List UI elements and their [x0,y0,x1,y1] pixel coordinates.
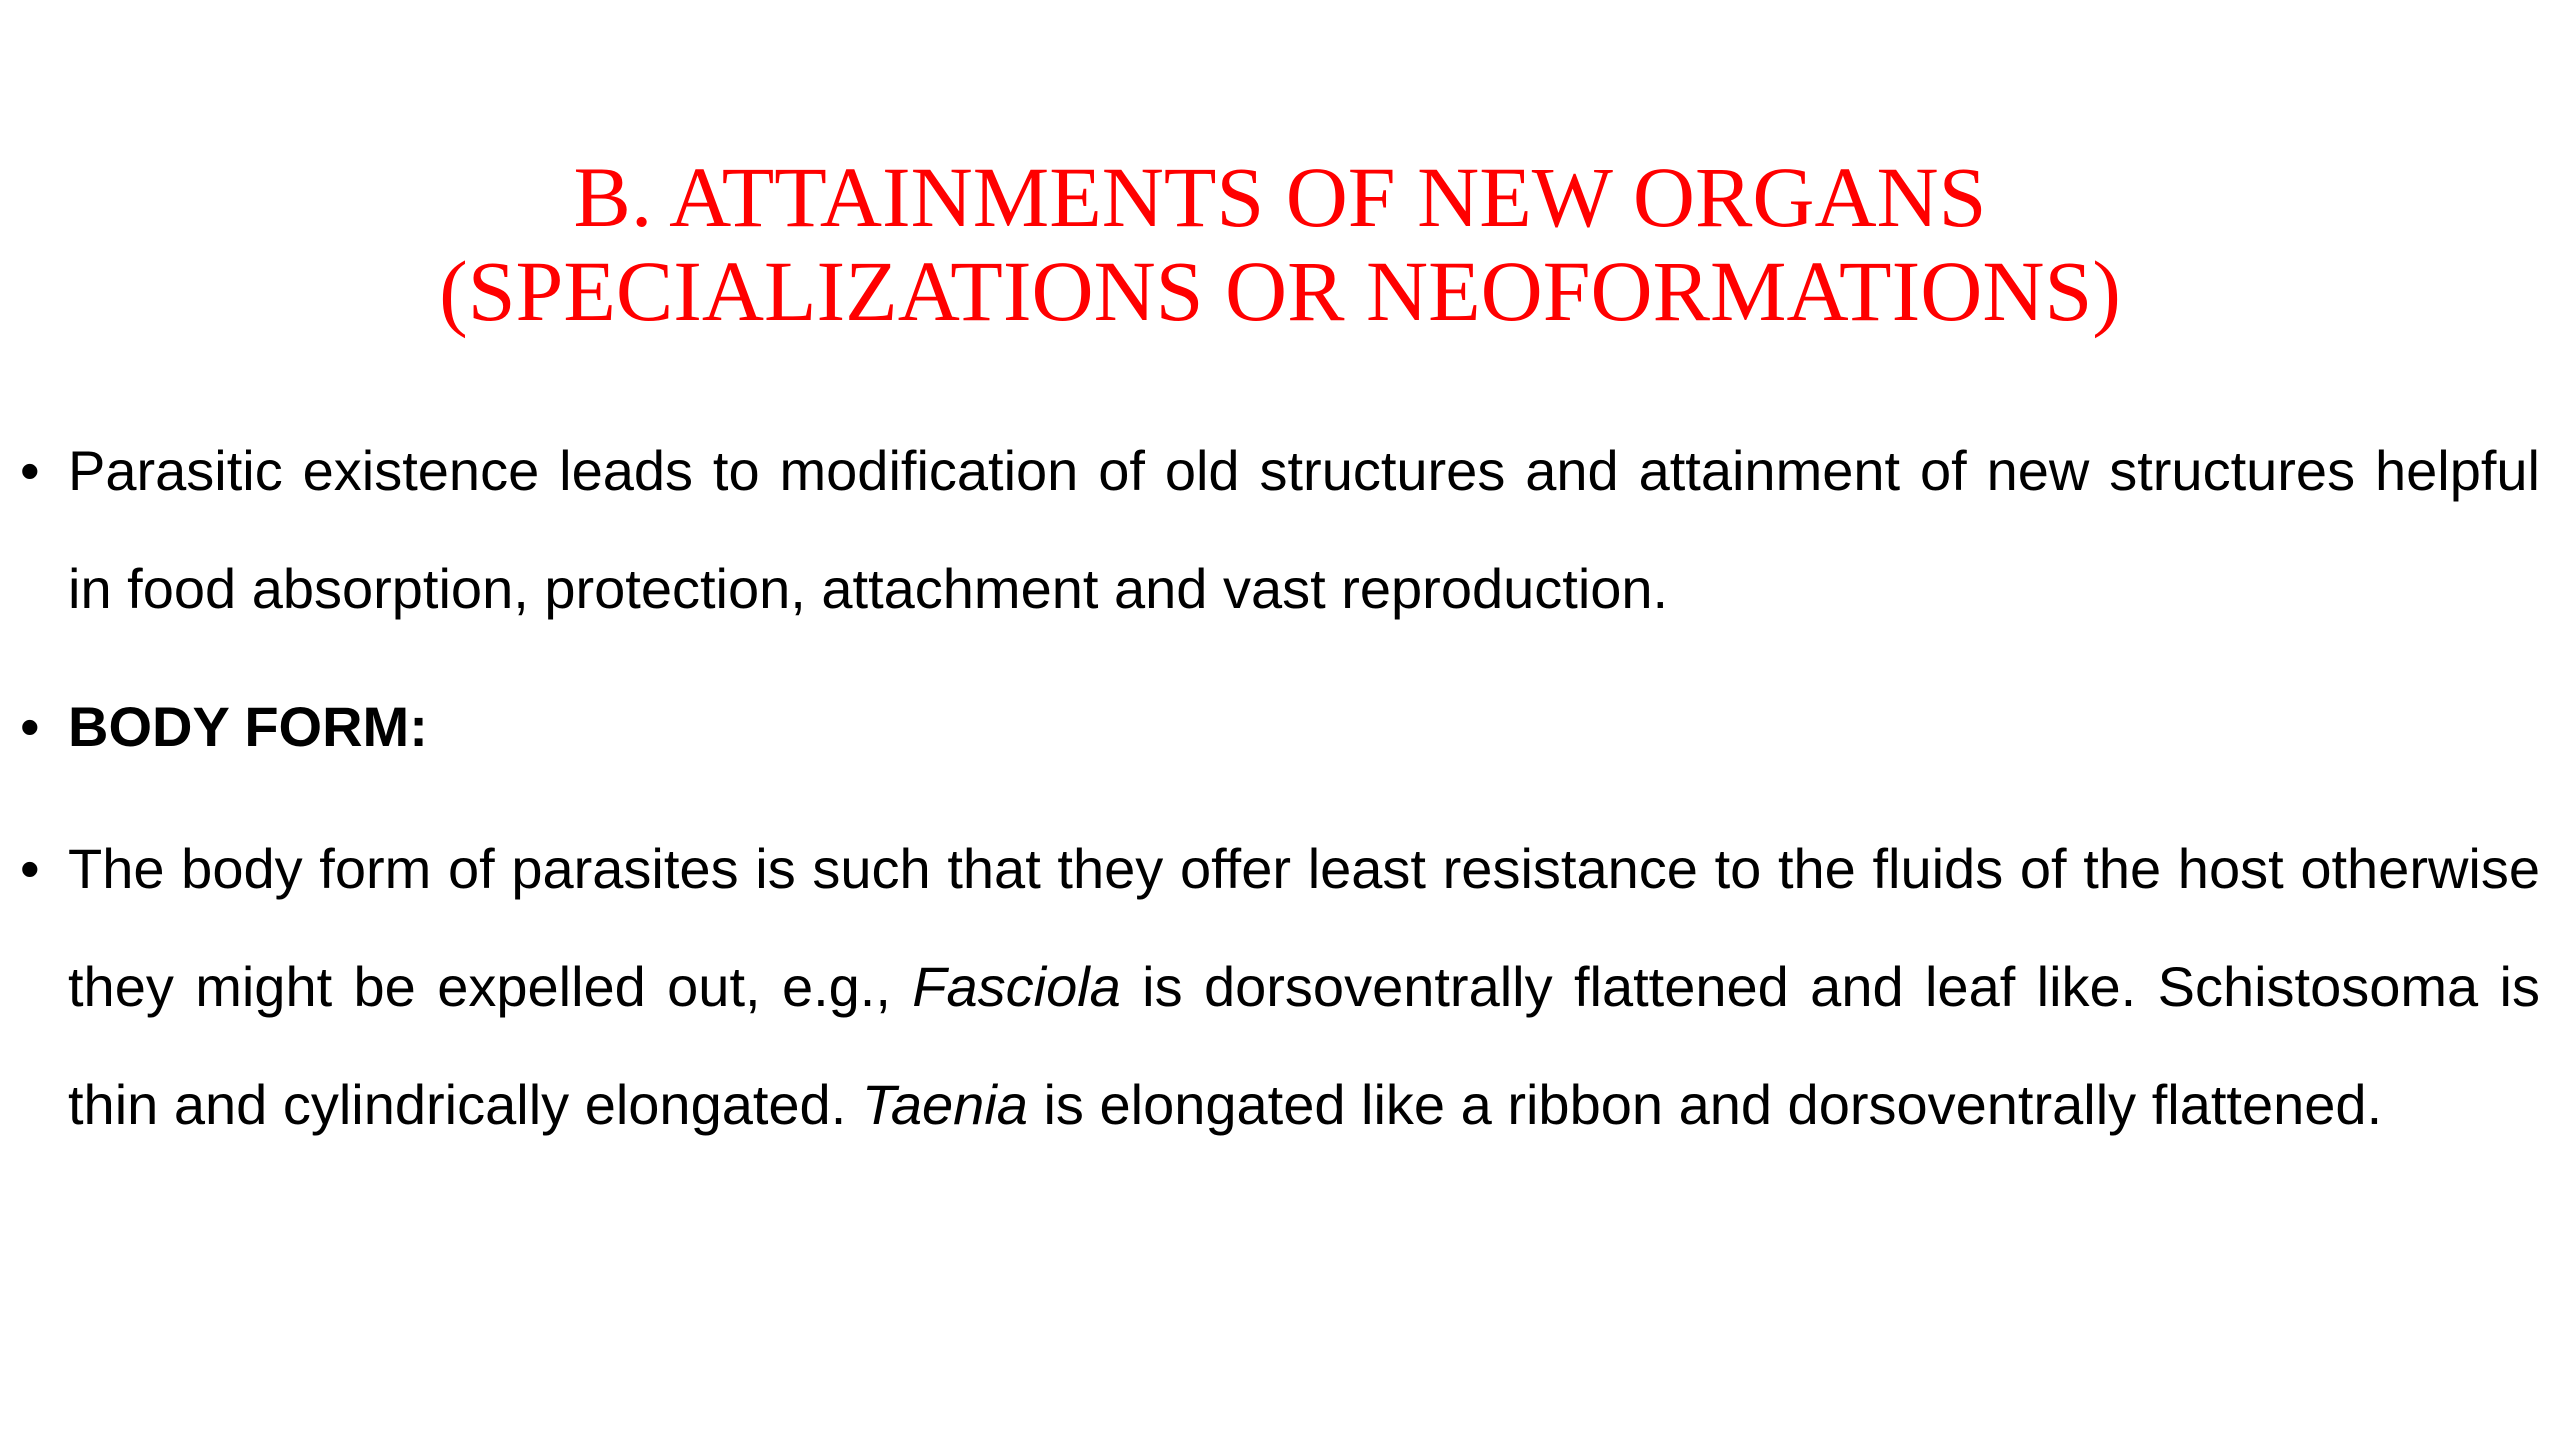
bullet-icon: • [20,837,40,900]
title-line-2: (SPECIALIZATIONS OR NEOFORMATIONS) [439,242,2121,339]
slide-title [0,150,2560,338]
bullet-icon: • [20,439,40,502]
genus-name-taenia: Taenia [861,1073,1028,1136]
bullet-item-parasitic-existence [20,412,2540,648]
bullet-item-body-form-heading [20,668,2540,786]
title-line-1: B. ATTAINMENTS OF NEW ORGANS [573,148,1987,245]
genus-name-fasciola: Fasciola [912,955,1121,1018]
bullet-text-part-2: is dorsoventrally flattened and leaf like. Schistosoma is thin and cylindrically elongated. [68,955,2540,1136]
bullet-text-part-3: is elongated like a ribbon and dorsoventrally flattened. [1027,1073,2383,1136]
bullet-heading: BODY FORM: [68,695,428,758]
bullet-item-body-form-description [20,810,2540,1164]
bullet-icon: • [20,695,40,758]
slide-body [20,412,2540,1164]
bullet-text: Parasitic existence leads to modification of old structures and attainment of new structures helpful in food absorption, protection, attachment and vast reproduction. [68,439,2540,620]
bullet-text-part-1: The body form of parasites is such that they offer least resistance to the fluids of the host otherwise they might be expelled out, e.g., [68,837,2540,1018]
